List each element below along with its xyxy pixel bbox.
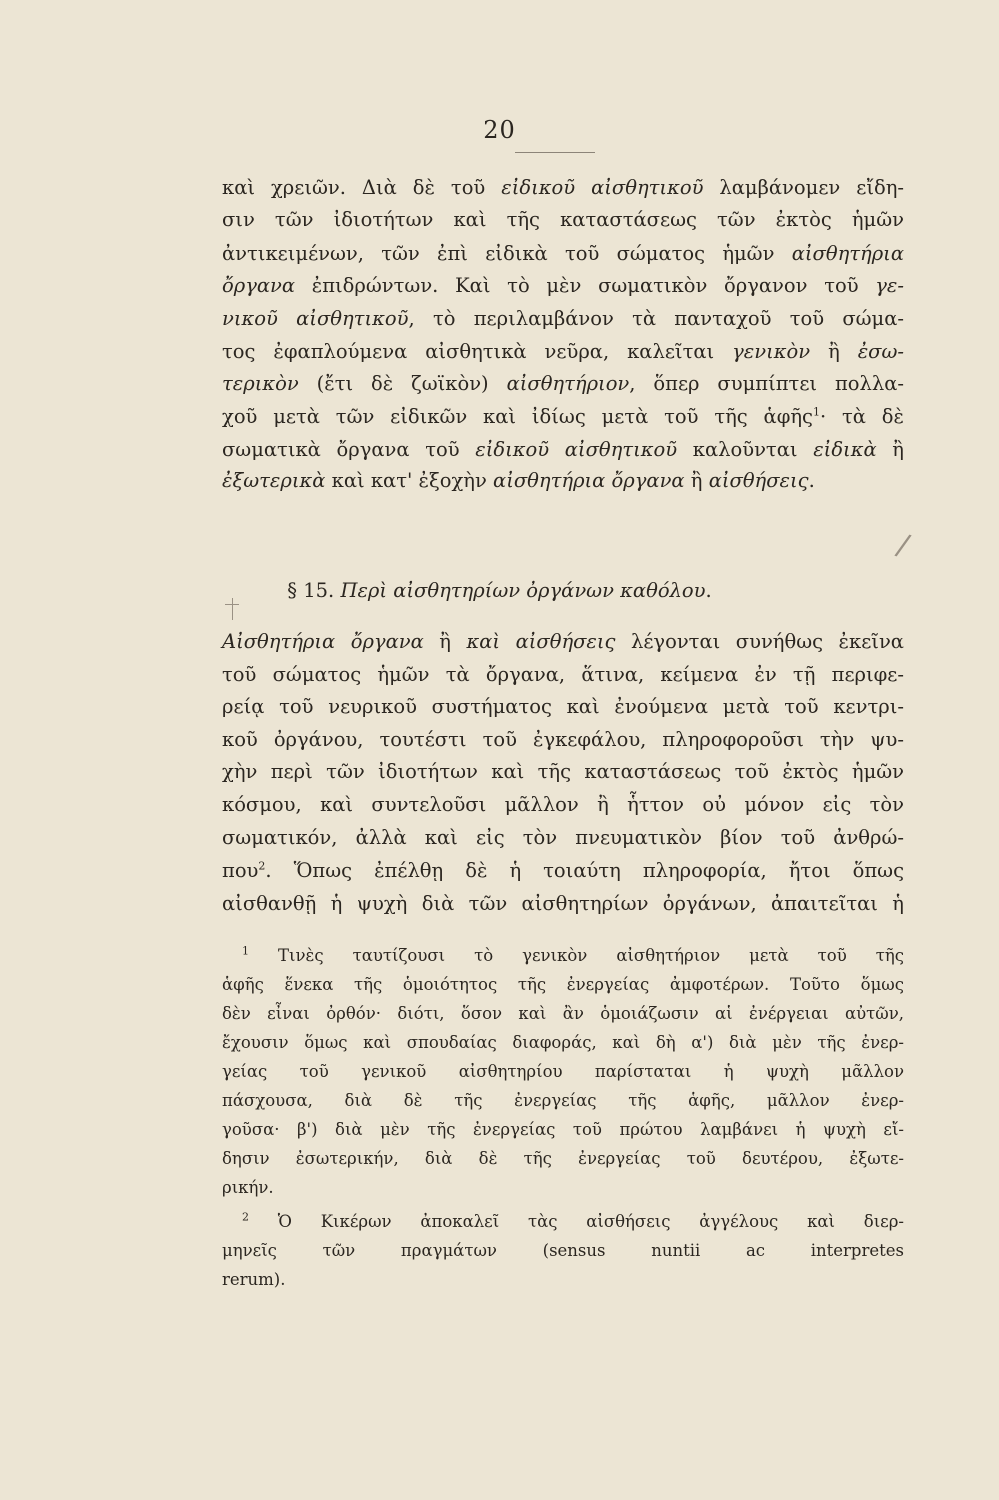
text-line: τοῦ σώματος ἡμῶν τὰ ὄργανα, ἅτινα, κείμενα ἐν τῇ περιφε- <box>222 663 904 686</box>
text-line: Αἰσθητήρια ὄργανα ἢ καὶ αἰσθήσεις λέγονται συνήθως ἐκεῖνα <box>222 630 904 653</box>
text-line: νικοῦ αἰσθητικοῦ, τὸ περιλαμβάνον τὰ πανταχοῦ τοῦ σώμα- <box>222 307 904 330</box>
footnote-line: γοῦσα· β') διὰ μὲν τῆς ἐνεργείας τοῦ πρώτου λαμβάνει ἡ ψυχὴ εἴ- <box>222 1120 904 1139</box>
text-line: ἐξωτερικὰ καὶ κατ' ἐξοχὴν αἰσθητήρια ὄργανα ἢ αἰσθήσεις. <box>222 469 815 492</box>
header-rule <box>515 152 595 153</box>
footnote-line: ἁφῆς ἕνεκα τῆς ὁμοιότητος τῆς ἐνεργείας ἀμφοτέρων. Τοῦτο ὅμως <box>222 975 904 994</box>
text-line: τος ἐφαπλούμενα αἰσθητικὰ νεῦρα, καλεῖται γενικὸν ἢ ἐσω- <box>222 340 904 363</box>
page-number: 20 <box>483 116 516 144</box>
margin-cross-mark <box>225 598 239 620</box>
text-line: καὶ χρειῶν. Διὰ δὲ τοῦ εἰδικοῦ αἰσθητικοῦ λαμβάνομεν εἴδη- <box>222 176 904 199</box>
footnote-line: ρικήν. <box>222 1178 274 1197</box>
text-line: ρείᾳ τοῦ νευρικοῦ συστήματος καὶ ἐνούμενα μετὰ τοῦ κεντρι- <box>222 695 904 718</box>
text-line: κοῦ ὀργάνου, τουτέστι τοῦ ἐγκεφάλου, πληροφοροῦσι τὴν ψυ- <box>222 728 904 751</box>
text-line: χὴν περὶ τῶν ἰδιοτήτων καὶ τῆς καταστάσεως τοῦ ἐκτὸς ἡμῶν <box>222 760 904 783</box>
text-line: τερικὸν (ἔτι δὲ ζωϊκὸν) αἰσθητήριον, ὅπερ συμπίπτει πολλα- <box>222 372 904 395</box>
text-line: αἰσθανθῇ ἡ ψυχὴ διὰ τῶν αἰσθητηρίων ὀργάνων, ἀπαιτεῖται ἡ <box>222 892 904 915</box>
footnote-line: ἔχουσιν ὅμως καὶ σπουδαίας διαφοράς, καὶ δὴ α') διὰ μὲν τῆς ἐνερ- <box>222 1033 904 1052</box>
footnote-line: μηνεῖς τῶν πραγμάτων (sensus nuntii ac interpretes <box>222 1241 904 1260</box>
footnote-line: πάσχουσα, διὰ δὲ τῆς ἐνεργείας τῆς ἁφῆς, μᾶλλον ἐνερ- <box>222 1091 904 1110</box>
footnote-line: $^1$ Τινὲς ταυτίζουσι τὸ γενικὸν αἰσθητήριον μετὰ τοῦ τῆς <box>242 944 904 965</box>
text-line: σιν τῶν ἰδιοτήτων καὶ τῆς καταστάσεως τῶν ἐκτὸς ἡμῶν <box>222 208 904 231</box>
footnote-line: rerum). <box>222 1270 286 1289</box>
text-line: σωματικὰ ὄργανα τοῦ εἰδικοῦ αἰσθητικοῦ καλοῦνται εἰδικὰ ἢ <box>222 438 904 461</box>
footnote-line: $^2$ Ὁ Κικέρων ἀποκαλεῖ τὰς αἰσθήσεις ἀγγέλους καὶ διερ- <box>242 1210 904 1231</box>
section-heading: § 15. Περὶ αἰσθητηρίων ὀργάνων καθόλου. <box>287 579 712 602</box>
text-line: ἀντικειμένων, τῶν ἐπὶ εἰδικὰ τοῦ σώματος ἡμῶν αἰσθητήρια <box>222 242 904 265</box>
footnote-line: δὲν εἶναι ὀρθόν· διότι, ὅσον καὶ ἂν ὁμοιάζωσιν αἱ ἐνέργειαι αὐτῶν, <box>222 1004 904 1023</box>
footnote-line: δησιν ἐσωτερικήν, διὰ δὲ τῆς ἐνεργείας τοῦ δευτέρου, ἐξωτε- <box>222 1149 904 1168</box>
text-line: χοῦ μετὰ τῶν εἰδικῶν καὶ ἰδίως μετὰ τοῦ τῆς ἁφῆς$^1$· τὰ δὲ <box>222 405 904 428</box>
text-line: που$^2$. Ὅπως ἐπέλθῃ δὲ ἡ τοιαύτη πληροφορία, ἤτοι ὅπως <box>222 859 904 882</box>
text-line: σωματικόν, ἀλλὰ καὶ εἰς τὸν πνευματικὸν βίον τοῦ ἀνθρώ- <box>222 826 904 849</box>
footnote-line: γείας τοῦ γενικοῦ αἰσθητηρίου παρίσταται ἡ ψυχὴ μᾶλλον <box>222 1062 904 1081</box>
margin-pencil-mark: / <box>892 527 914 564</box>
text-line: κόσμου, καὶ συντελοῦσι μᾶλλον ἢ ἧττον οὐ μόνον εἰς τὸν <box>222 793 904 816</box>
text-line: ὄργανα ἐπιδρώντων. Καὶ τὸ μὲν σωματικὸν ὄργανον τοῦ γε- <box>222 274 904 297</box>
